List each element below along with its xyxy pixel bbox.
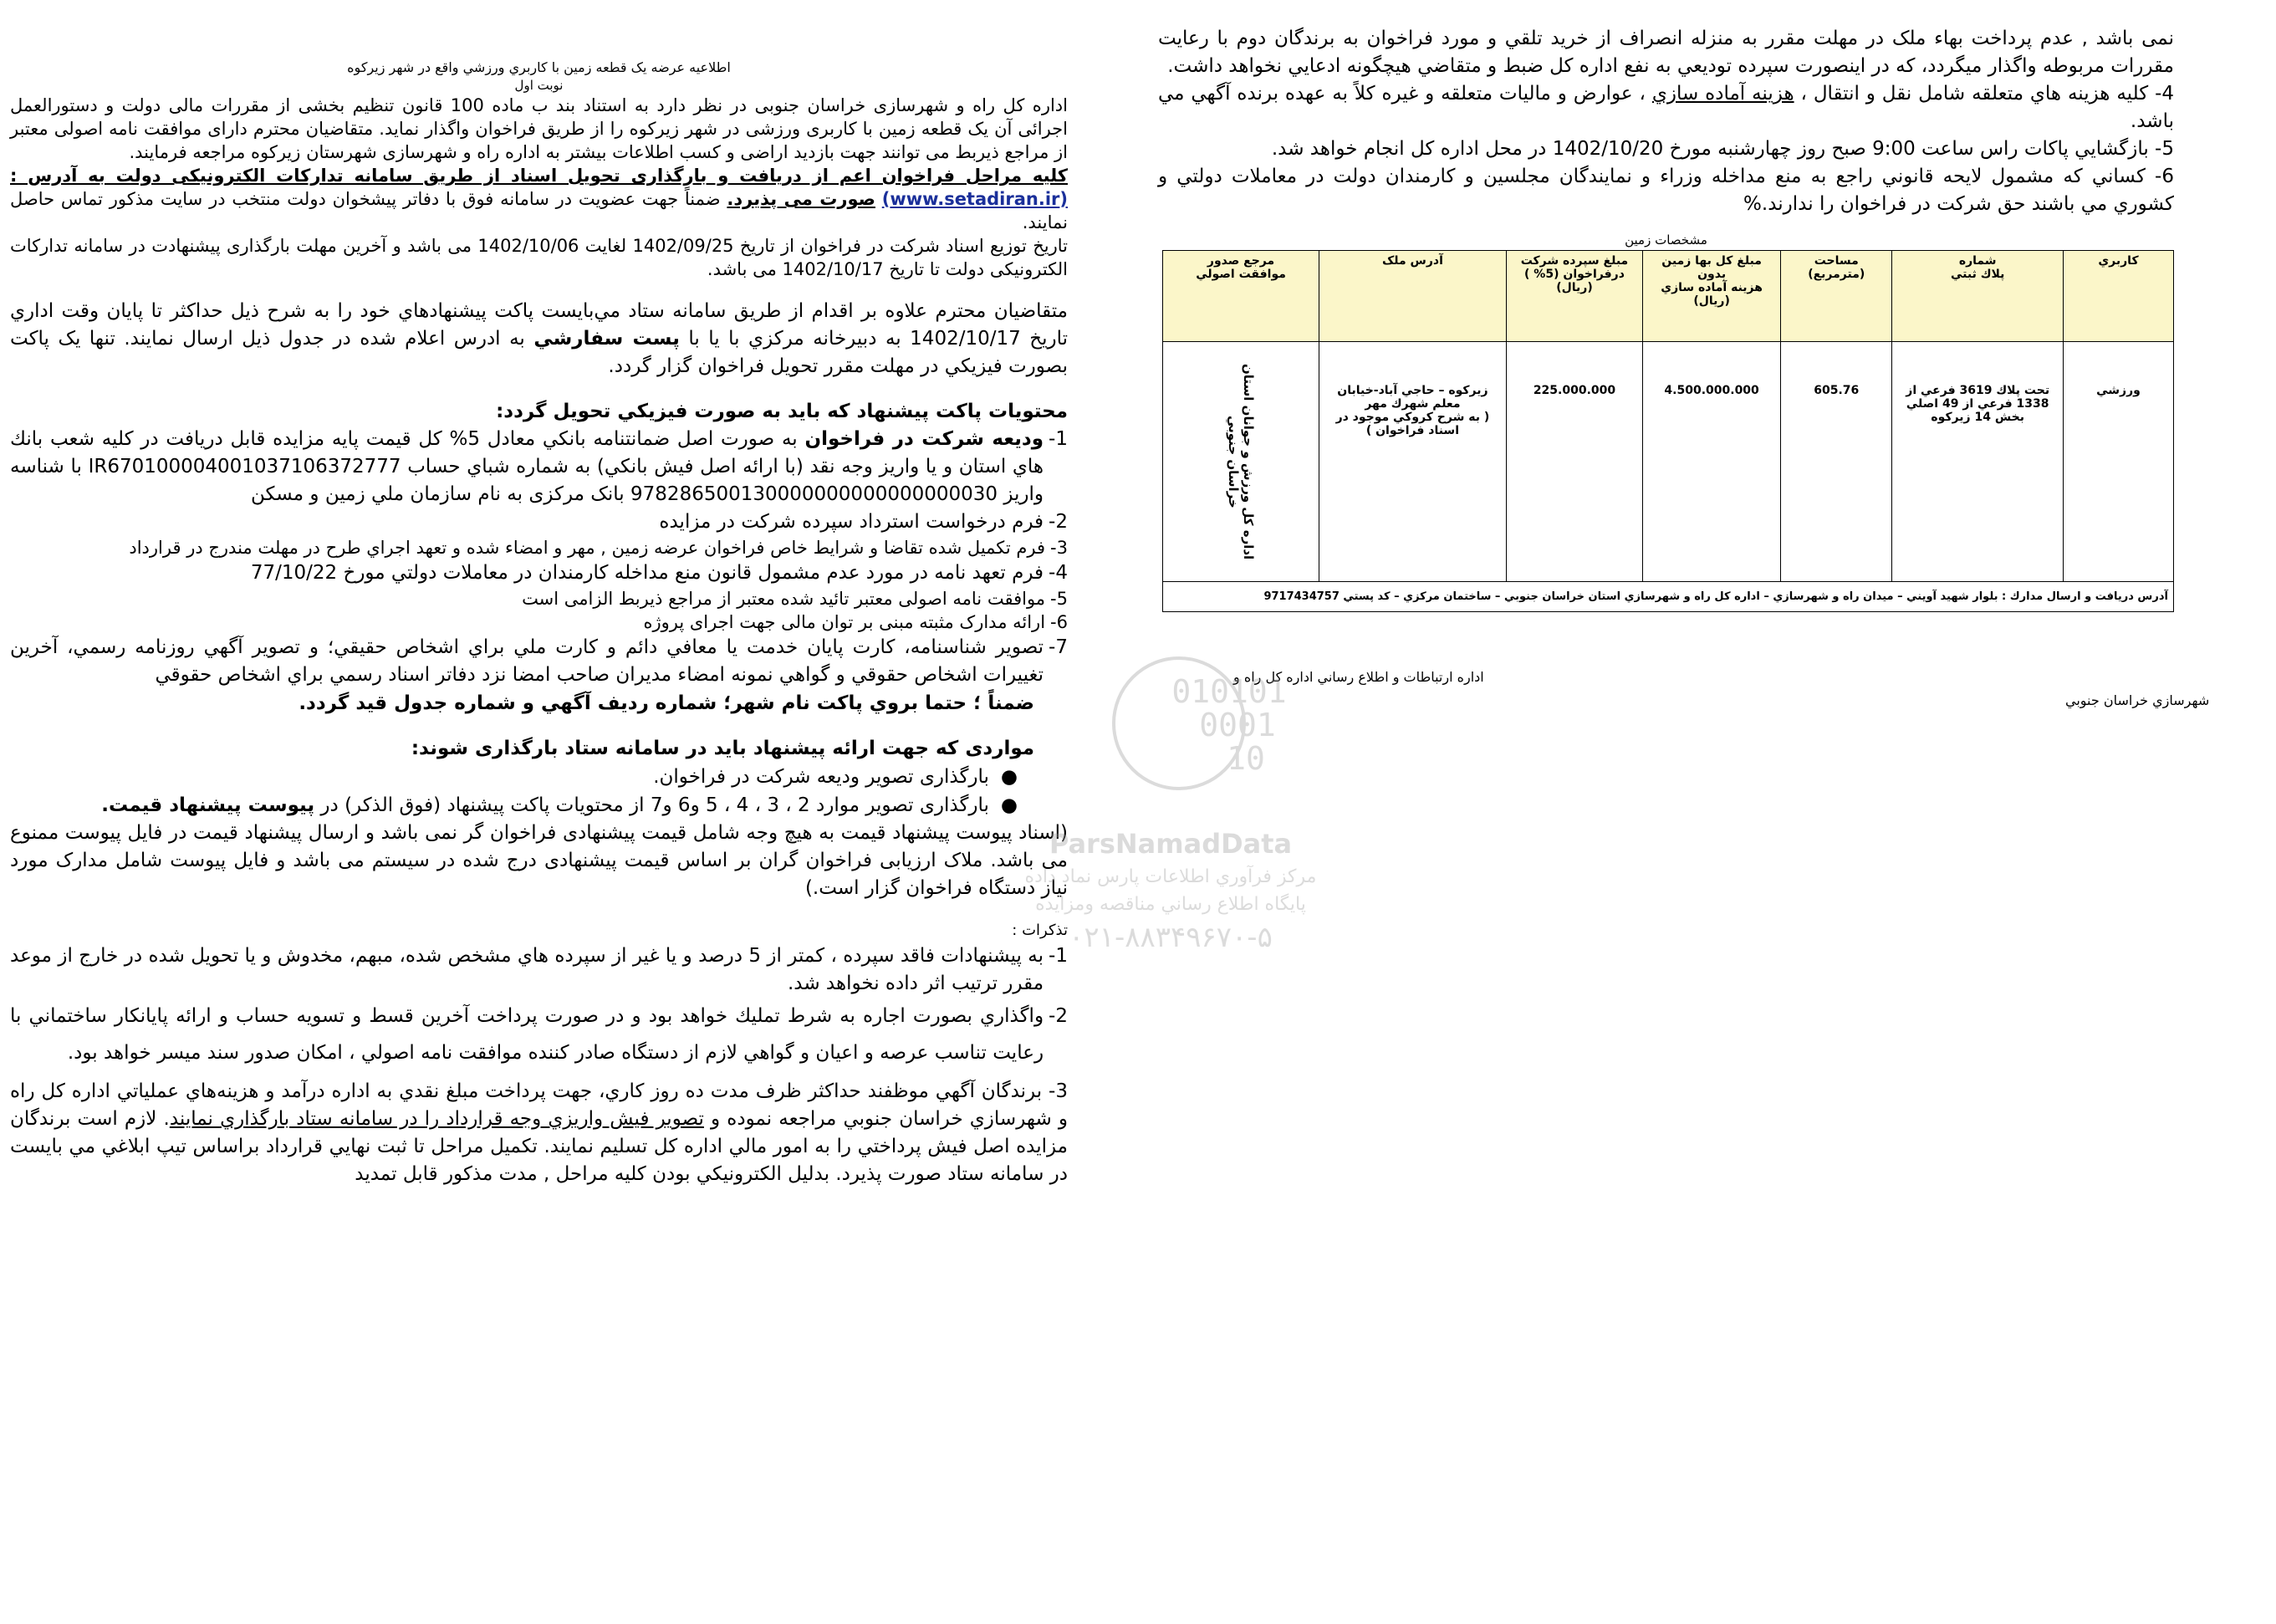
table-cell: 605.76: [1781, 342, 1892, 582]
parsnamad-watermark: [978, 644, 1329, 962]
contents-item: 5- موافقت نامه اصولی معتبر تائید شده معتبر از مراجع ذیربط الزامی است: [522, 589, 1068, 609]
right-continuation: نمی باشد , عدم پرداخت بهاء ملک در مهلت مقرر به منزله انصراف از خريد تلقي و مورد فراخوان به برندگان دوم با رعايت مقررات مربوطه واگذار ميگردد، كه در اينصورت سپرده توديعي به نفع اداره كل ضبط و متقاضي هيچگونه ادعايي نخواهد داشت.: [1158, 28, 2174, 77]
table-header-cell: شماره پلاك ثبتي: [1892, 251, 2063, 342]
right-item-4: 4- كليه هزينه هاي متعلقه شامل نقل و انتقال ، هزينه آماده سازي ، عوارض و ماليات متعلقه و غيره كلاً به عهده برنده آگهي مي باشد.: [1158, 83, 2175, 132]
note-item: 1- به پيشنهادات فاقد سپرده ، كمتر از 5 درصد و يا غير از سپرده هاي مشخص شده، مبهم، مخدوش و يا تحويل شده در خارج از موعد مقرر ترتيب اثر داده نخواهد شد.: [10, 945, 1068, 994]
watermark-brand: ParsNamadData: [1049, 828, 1293, 860]
right-item-6: 6- كساني كه مشمول لايحه قانوني راجع به منع مداخله وزراء و نمايندگان مجلسين و كارمندان دولت در معاملات دولتي و كشوري مي باشند حق شركت در فراخوان را ندارند.%: [1158, 166, 2174, 215]
watermark-line-2: پايگاه اطلاع رساني مناقصه ومزايده: [1035, 894, 1306, 915]
notes-label: تذكرات :: [1012, 922, 1068, 939]
stages-paragraph: [10, 164, 1068, 234]
contents-item: 1- وديعه شركت در فراخوان به صورت اصل ضمانتنامه بانكي معادل 5% كل قيمت پايه مزايده قابل دريافت در كليه شعب بانك هاي استان و يا واريز وجه نقد (با ارائه اصل فيش بانكي) به شماره شباي حساب IR670100004001037106372777 با شناسه واريز 978286500130000000000000000030 بانک مرکزی به نام سازمان ملي زمين و مسكن: [10, 428, 1068, 505]
setadiran-link[interactable]: (www.setadiran.ir): [881, 189, 1068, 209]
stages-bold: کلیه مراحل فراخوان اعم از دریافت و بارگذاری تحویل اسناد از طریق سامانه تدارکات الکترونیکی دولت به آدرس :: [10, 166, 1068, 186]
table-header-cell: مبلغ سپرده شركت درفراخوان (5% ) (ريال): [1506, 251, 1642, 342]
prep-cost-underlined: هزينه آماده سازي: [1651, 83, 1794, 105]
table-cell: 4.500.000.000: [1643, 342, 1781, 582]
table-cell: تحت پلاك 3619 فرعي از 1338 فرعي از 49 اصلي بخش 14 زيركوه: [1892, 342, 2063, 582]
stages-underlined: صورت می پذیرد.: [727, 189, 875, 209]
left-column: [10, 59, 1068, 1188]
note-3-underlined: تصوير فيش واريزي وجه قرارداد را در سامانه ستاد بارگذاري نمايند: [169, 1108, 704, 1130]
upload-bullet: ● بارگذاری تصوير موارد 2 ، 3 ، 4 ، 5 و6 و7 از محتويات پاكت پيشنهاد (فوق الذكر) در پيوست پيشنهاد قيمت.: [101, 794, 1018, 816]
watermark-line-1: مركز فرآوري اطلاعات پارس نماد داده: [1024, 866, 1317, 887]
physical-paragraph: متقاضیان محترم علاوه بر اقدام از طریق سامانه ستاد مي‌بايست پاكت پيشنهادهاي خود را به شرح ذيل حداكثر تا پايان وقت اداري تاريخ 1402/10/17 به دبيرخانه مركزي با يا با پست سفارشي به ادرس اعلام شده در جدول ذیل ارسال نمايند. تنها يک پاكت بصورت فيزيكي در مهلت مقرر تحويل فراخوان گزار گردد.: [10, 300, 1069, 377]
upload-list: [10, 763, 1068, 820]
table-header-cell: آدرس ملک: [1319, 251, 1507, 342]
contents-item: 2- فرم درخواست استرداد سپرده شركت در مزايده: [659, 511, 1068, 533]
table-row: [1163, 342, 2174, 582]
notice-title: اطلاعیه عرضه یک قطعه زمین با کاربري ورزشي واقع در شهر زيركوه: [347, 59, 731, 75]
table-header-cell: مبلغ كل بها زمين بدون هزينه آماده سازي (ريال): [1643, 251, 1781, 342]
office-line-2: شهرسازي خراسان جنوبي: [2065, 692, 2210, 708]
upload-note: (اسناد پيوست پيشنهاد قيمت به هيچ وجه شامل قيمت پيشنهادی فراخوان گر نمی باشد و ارسال پيشنهاد قيمت در فايل پيوست ممنوع می باشد. ملاک ارزيابی فراخوان گران بر اساس قيمت پيشنهادی درج شده در سيستم می باشد و فايل پيوست شامل مدارک مورد نياز دستگاه فراخوان گزار است.): [10, 822, 1068, 899]
table-header-cell: مساحت (مترمربع): [1781, 251, 1892, 342]
table-header-cell: كاربري: [2063, 251, 2173, 342]
table-cell: 225.000.000: [1506, 342, 1642, 582]
contents-item: 6- ارائه مدارک مثبته مبنی بر توان مالی جهت اجرای پروژه: [643, 612, 1068, 632]
watermark-bits-1: 010101: [1171, 673, 1287, 710]
notes-list: [10, 942, 1068, 1071]
intro-paragraph: اداره کل راه و شهرسازی خراسان جنوبی در نظر دارد به استناد بند ب ماده 100 قانون تنظیم بخشی از مقررات مالی دولت و دستورالعمل اجرائی آن یک قطعه زمین با کاربری ورزشی در شهر زیرکوه را از طریق فراخوان واگذار نماید. متقاضیان محترم دارای موافقت نامه اصولی معتبر از مراجع ذیربط می توانند جهت بازدید اراضی و کسب اطلاعات بیشتر به اداره راه و شهرسازی شهرستان زیرکوه مراجعه فرمایند.: [10, 95, 1068, 162]
right-column: [1158, 25, 2174, 612]
notice-round: نوبت اول: [514, 78, 564, 93]
land-spec-table: [1162, 250, 2174, 612]
watermark-bits-3: 10: [1227, 740, 1265, 777]
approval-authority-text: اداره كل ورزش و جوانان استان خراسان جنوبي: [1226, 363, 1257, 560]
table-cell: ورزشي: [2063, 342, 2173, 582]
dates-paragraph: تاریخ توزیع اسناد شرکت در فراخوان از تاریخ 1402/09/25 لغایت 1402/10/06 می باشد و آخرین مهلت بارگذاری پیشنهادت در سامانه تدارکات الکترونیکی دولت تا تاریخ 1402/10/17 می باشد.: [10, 236, 1068, 279]
office-line-1: اداره ارتباطات و اطلاع رساني اداره كل راه و: [1233, 669, 1484, 685]
contents-item: 3- فرم تكميل شده تقاضا و شرايط خاص فراخوان عرضه زمين , مهر و امضاء شده و تعهد اجراي طرح در مهلت مندرج در قرارداد: [129, 538, 1068, 558]
upload-heading: مواردی كه جهت ارائه پيشنهاد بايد در سامانه ستاد بارگذاری شوند:: [411, 738, 1034, 759]
right-item-5: 5- بازگشايي پاكات راس ساعت 9:00 صبح روز چهارشنبه مورخ 1402/10/20 در محل اداره كل انجام خواهد شد.: [1271, 138, 2174, 160]
table-footer-address: آدرس دريافت و ارسال مدارك : بلوار شهيد آويني – ميدان راه و شهرسازي – اداره كل راه و شهرسازي استان خراسان جنوبي – ساختمان مركزي – كد پستي 9717434757: [1163, 582, 2174, 612]
envelope-note: ضمناً ؛ حتما بروي پاكت نام شهر؛ شماره رديف آگهي و شماره جدول قيد گردد.: [299, 692, 1034, 714]
table-header-cell: مرجع صدور موافقت اصولي: [1163, 251, 1319, 342]
watermark-bits-2: 0001: [1199, 707, 1276, 743]
table-cell: [1163, 342, 1319, 582]
table-header-row: [1163, 251, 2174, 342]
stages-rest: ضمناً جهت عضویت در سامانه فوق با دفاتر پیشخوان دولت منتخب در سایت مذکور تماس حاصل نمایند.: [10, 189, 1068, 232]
table-cell: زيركوه – حاجي آباد-خيابان معلم شهرك مهر ( به شرح كروكي موجود در اسناد فراخوان ): [1319, 342, 1507, 582]
table-caption: مشخصات زمين: [1625, 232, 1707, 248]
contents-item: 4- فرم تعهد نامه در مورد عدم مشمول قانون منع مداخله كارمندان در معاملات دولتي مورخ 77/10/22: [250, 562, 1068, 584]
contents-item: 7- تصوير شناسنامه، كارت پايان خدمت يا معافي دائم و كارت ملي براي اشخاص حقيقي؛ و تصوير آگهي روزنامه رسمي، آخرين تغييرات اشخاص حقوقي و گواهي نمونه امضاء مديران صاحب امضا نزد دفاتر اسناد رسمي براي اشخاص حقوقي: [10, 636, 1068, 686]
contents-list: [10, 426, 1068, 689]
upload-bullet: ● بارگذاری تصوير وديعه شركت در فراخوان.: [653, 766, 1018, 788]
watermark-phone: ۰۲۱-۸۸۳۴۹۶۷۰-۵: [1069, 921, 1273, 954]
contents-heading: محتويات پاكت پيشنهاد كه بايد به صورت فيزيكي تحويل گردد:: [496, 401, 1068, 422]
note-item: 2- واگذاري بصورت اجاره به شرط تمليك خواهد بود و در صورت پرداخت آخرين قسط و تسويه حساب و ارائه پايانكار ساختماني با رعايت تناسب عرصه و اعيان و گواهي لازم از دستگاه صادر كننده موافقت نامه اصولي ، امكان صدور سند ميسر خواهد بود.: [10, 1005, 1068, 1064]
note-3: 3- برندگان آگهي موظفند حداكثر ظرف مدت ده روز كاري، جهت پرداخت مبلغ نقدي به اداره درآمد و هزينه‌هاي عملياتي اداره كل راه و شهرسازي خراسان جنوبي مراجعه نموده و تصوير فيش واريزي وجه قرارداد را در سامانه ستاد بارگذاري نمايند. لازم است برندگان مزايده اصل فيش پرداختي را به امور مالي اداره كل تسليم نمايند. تكميل مراحل تا ثبت نهايي قرارداد براساس تيپ ابلاغي مي بايست در سامانه ستاد صورت پذيرد. بدليل الكترونيكي بودن كليه مراحل , مدت مذكور قابل تمديد: [10, 1080, 1068, 1185]
registered-post: پست سفارشي: [533, 328, 680, 350]
